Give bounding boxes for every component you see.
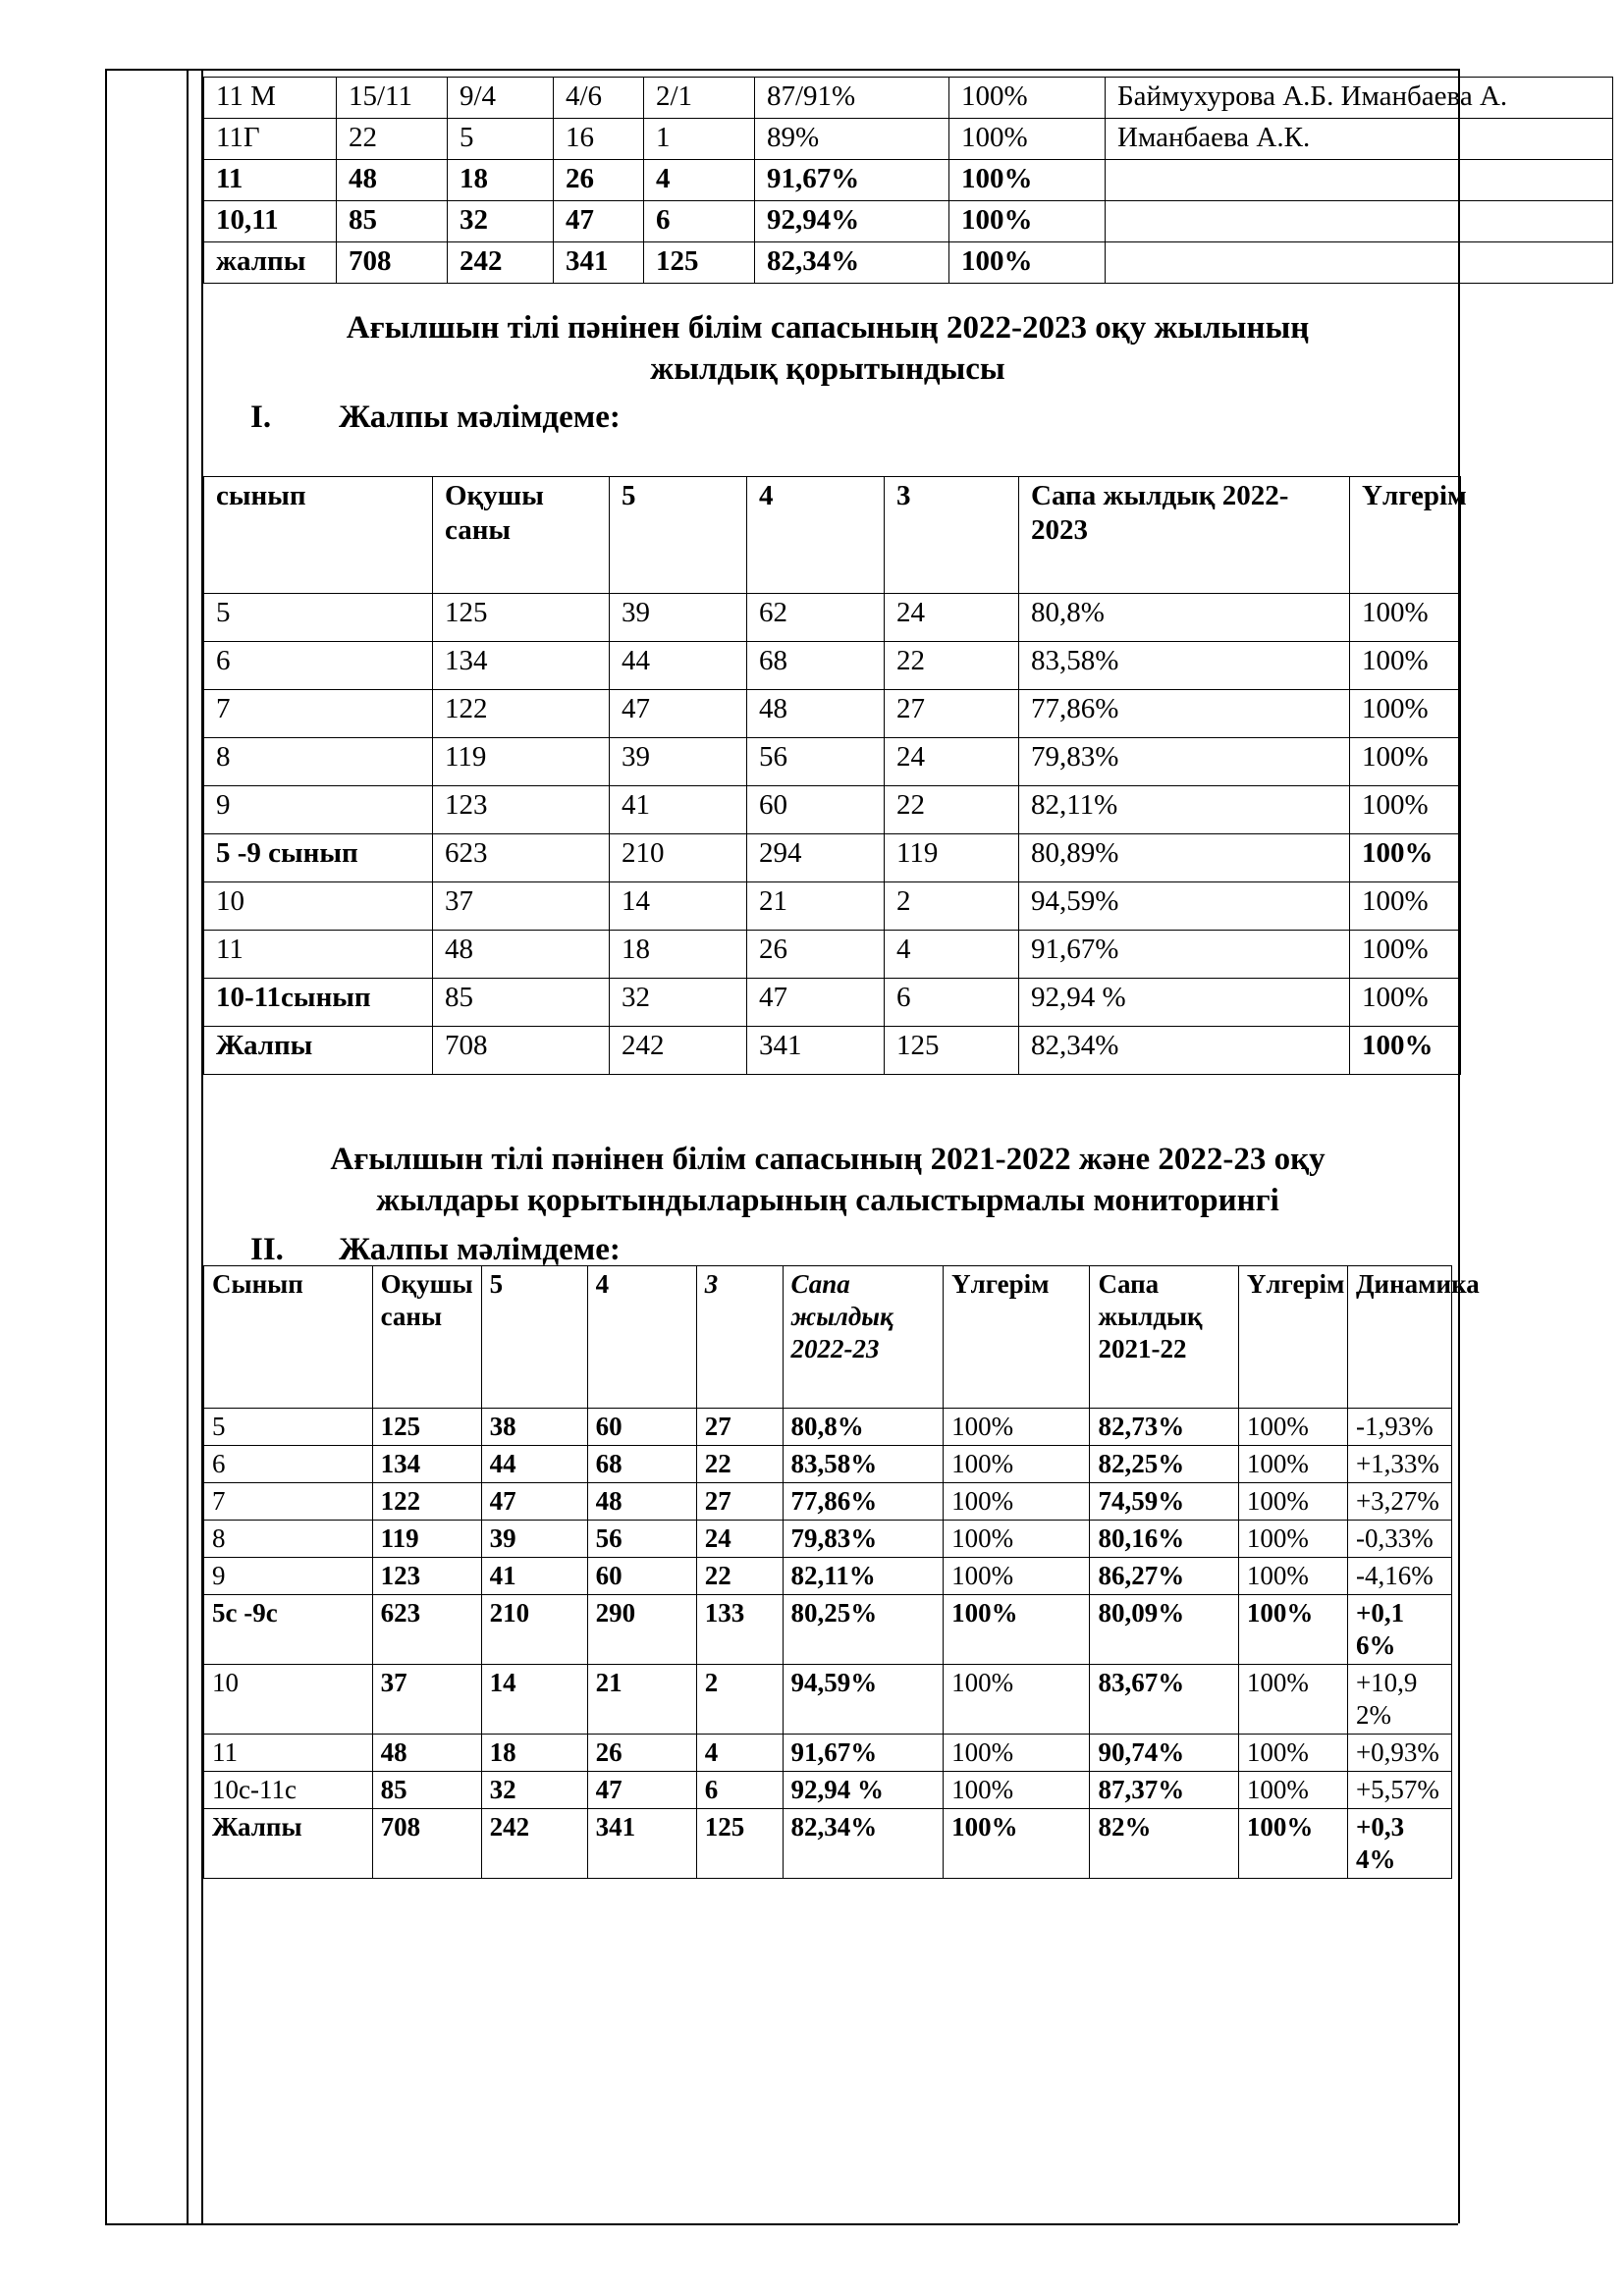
table-cell: 48 [337,160,448,201]
table-cell: 8 [204,738,433,786]
table-cell: 85 [433,979,610,1027]
table-cell: 92,94 % [1019,979,1350,1027]
table-cell: 100% [1238,1446,1347,1483]
table-cell: 27 [696,1409,783,1446]
table-cell: -1,93% [1347,1409,1451,1446]
table-cell: 37 [433,882,610,931]
table-cell: 91,67% [755,160,949,201]
column-header: 5 [610,477,747,594]
table-cell: 92,94% [755,201,949,242]
table-cell: 80,89% [1019,834,1350,882]
table-cell: 100% [949,201,1106,242]
table-cell: 6 [885,979,1019,1027]
table-cell: 86,27% [1090,1558,1238,1595]
table-cell: +3,27% [1347,1483,1451,1521]
table-cell: 48 [433,931,610,979]
table-cell: 47 [610,690,747,738]
table-row [204,1595,1452,1665]
table-cell: 82,34% [755,242,949,284]
table-row [204,882,1461,931]
table-cell: 4/6 [554,78,644,119]
table-cell: 9 [204,1558,373,1595]
column-header: 3 [696,1266,783,1409]
table-row [204,1521,1452,1558]
table-cell: 79,83% [783,1521,944,1558]
table-cell: 10 [204,1665,373,1735]
table-cell: 5 [448,119,554,160]
table-cell: 26 [554,160,644,201]
table-cell: 60 [587,1409,696,1446]
column-header: сынып [204,477,433,594]
section1-heading [250,397,621,438]
top-summary-table [203,77,1613,284]
table-cell: 125 [696,1809,783,1879]
table-cell: 100% [1350,979,1461,1027]
column-header: 4 [587,1266,696,1409]
table-cell: 82,34% [1019,1027,1350,1075]
table-cell: 80,8% [1019,594,1350,642]
table-cell: 14 [481,1665,587,1735]
table-cell: 100% [1238,1409,1347,1446]
table-cell: 74,59% [1090,1483,1238,1521]
table-cell: 77,86% [783,1483,944,1521]
table-cell: 123 [372,1558,481,1595]
table-cell: 134 [372,1446,481,1483]
table-cell: 122 [372,1483,481,1521]
table-row [204,1772,1452,1809]
table-row [204,119,1613,160]
table-cell: 82,73% [1090,1409,1238,1446]
table-cell: 100% [944,1665,1090,1735]
table-row [204,594,1461,642]
section2-title-line2: жылдары қорытындыларының салыстырмалы мониторингі [376,1183,1279,1218]
table-cell: Баймухурова А.Б. Иманбаева А. [1106,78,1613,119]
frame-top-line [105,69,1458,71]
table-cell: 48 [747,690,885,738]
table-cell: 5 -9 сынып [204,834,433,882]
column-header: Үлгерім [944,1266,1090,1409]
table-cell: 32 [448,201,554,242]
table-cell: 100% [1350,642,1461,690]
column-header: Динамика [1347,1266,1451,1409]
table-cell: 91,67% [783,1735,944,1772]
column-header: Үлгерім [1238,1266,1347,1409]
table-cell: 294 [747,834,885,882]
quality-table-2022-2023 [203,476,1467,1075]
table-cell: 11 [204,1735,373,1772]
table-cell: 91,67% [1019,931,1350,979]
table-cell: 37 [372,1665,481,1735]
table-cell: 22 [696,1446,783,1483]
table-row [204,738,1461,786]
table-cell: 100% [944,1446,1090,1483]
table-cell: 11 М [204,78,337,119]
table-cell: 32 [610,979,747,1027]
table-cell: жалпы [204,242,337,284]
table-cell: Жалпы [204,1027,433,1075]
table-cell: 242 [448,242,554,284]
table-cell: 47 [554,201,644,242]
table-cell: 290 [587,1595,696,1665]
column-header: Сапа жылдық 2022-2023 [1019,477,1350,594]
table-cell: 85 [372,1772,481,1809]
table-cell: 82,34% [783,1809,944,1879]
table-cell: 119 [433,738,610,786]
table-cell: 68 [747,642,885,690]
table-cell: 7 [204,1483,373,1521]
table-cell: 85 [337,201,448,242]
table-cell: 90,74% [1090,1735,1238,1772]
table-row [204,931,1461,979]
table-cell: 623 [372,1595,481,1665]
table-cell: 87/91% [755,78,949,119]
frame-inner-line [187,69,189,2223]
table-cell: 47 [481,1483,587,1521]
table-cell: 133 [696,1595,783,1665]
table-cell: 80,16% [1090,1521,1238,1558]
column-header: Оқушы саны [372,1266,481,1409]
table-cell: 100% [1350,594,1461,642]
table-cell: 4 [696,1735,783,1772]
table-cell: 82,11% [783,1558,944,1595]
table-cell: 26 [587,1735,696,1772]
table-cell: 100% [1238,1665,1347,1735]
table-row [204,1446,1452,1483]
table-cell: +1,33% [1347,1446,1451,1483]
table-cell: 125 [433,594,610,642]
table-cell: 100% [1350,786,1461,834]
table-cell: 6 [696,1772,783,1809]
table-row [204,242,1613,284]
table-cell: 82,11% [1019,786,1350,834]
table-cell: 125 [644,242,755,284]
table-cell: 134 [433,642,610,690]
table-cell: 708 [372,1809,481,1879]
table-cell: 123 [433,786,610,834]
table-cell: 80,09% [1090,1595,1238,1665]
frame-inner-line-2 [201,69,203,2223]
table-cell: +0,16% [1347,1595,1451,1665]
table-cell: 15/11 [337,78,448,119]
table-cell: 14 [610,882,747,931]
table-cell: 6 [204,642,433,690]
frame-left-line [105,69,107,2223]
table-cell: 708 [433,1027,610,1075]
table-cell: 100% [944,1772,1090,1809]
table-cell: +0,93% [1347,1735,1451,1772]
table-cell: 341 [587,1809,696,1879]
table-cell: 9/4 [448,78,554,119]
column-header: Үлгерім [1350,477,1461,594]
table-cell: 6 [644,201,755,242]
table-cell: 82% [1090,1809,1238,1879]
table-cell: 18 [481,1735,587,1772]
table-cell: 2 [885,882,1019,931]
frame-right-line [1458,69,1460,2223]
column-header: 5 [481,1266,587,1409]
table-cell: 24 [885,738,1019,786]
table-cell: 242 [481,1809,587,1879]
table-cell: -4,16% [1347,1558,1451,1595]
table-row [204,1027,1461,1075]
table-cell: 27 [696,1483,783,1521]
table-cell: 87,37% [1090,1772,1238,1809]
section1-title-line1: Ағылшын тілі пәнінен білім сапасының 2022-2023 оқу жылының [346,310,1310,346]
column-header: 3 [885,477,1019,594]
table-cell: 47 [747,979,885,1027]
table-cell: 41 [481,1558,587,1595]
table-cell: 39 [610,594,747,642]
table-cell: 100% [1238,1809,1347,1879]
table-cell: 18 [610,931,747,979]
table-cell: 210 [481,1595,587,1665]
table-cell: 125 [885,1027,1019,1075]
table-cell: 10-11сынып [204,979,433,1027]
table-cell: 60 [747,786,885,834]
table-cell: 22 [885,786,1019,834]
section1-title [204,307,1451,390]
table-cell: 10с-11с [204,1772,373,1809]
column-header: Сынып [204,1266,373,1409]
table-cell: 24 [885,594,1019,642]
table-cell: 119 [372,1521,481,1558]
table-cell: 83,58% [1019,642,1350,690]
table-cell: Жалпы [204,1809,373,1879]
table-cell: 48 [587,1483,696,1521]
table-cell: 60 [587,1558,696,1595]
table-cell: 83,67% [1090,1665,1238,1735]
comparative-monitoring-table [203,1265,1480,1879]
table-cell: 100% [1350,1027,1461,1075]
table-cell: 38 [481,1409,587,1446]
table-cell: 242 [610,1027,747,1075]
table-cell: 48 [372,1735,481,1772]
table-cell: 100% [1238,1772,1347,1809]
table-cell: 100% [1238,1735,1347,1772]
table-cell: 100% [1238,1595,1347,1665]
table-cell: 21 [587,1665,696,1735]
table-cell: 82,25% [1090,1446,1238,1483]
table-cell: 39 [610,738,747,786]
table-cell: 56 [747,738,885,786]
column-header: Сапа жылдық 2022-23 [783,1266,944,1409]
table-cell: 89% [755,119,949,160]
table-cell: 100% [1350,738,1461,786]
table-cell: 5 [204,594,433,642]
table-cell: 47 [587,1772,696,1809]
frame-bottom-line [105,2223,1458,2225]
table-cell: 119 [885,834,1019,882]
table-header-row [204,477,1461,594]
table-cell: 100% [944,1521,1090,1558]
table-cell: 100% [944,1735,1090,1772]
table-cell: 79,83% [1019,738,1350,786]
table-cell: 100% [1238,1483,1347,1521]
table-cell: 7 [204,690,433,738]
table-cell: 341 [554,242,644,284]
table-cell: 100% [949,160,1106,201]
column-header: Оқушы саны [433,477,610,594]
table-row [204,1735,1452,1772]
table-cell: 2 [696,1665,783,1735]
table-cell: 8 [204,1521,373,1558]
table-cell: 16 [554,119,644,160]
table-cell: +0,34% [1347,1809,1451,1879]
table-cell: 4 [885,931,1019,979]
table-row [204,201,1613,242]
table-cell: 94,59% [1019,882,1350,931]
table-cell: 100% [944,1409,1090,1446]
table-cell: 11Г [204,119,337,160]
table-cell: 10,11 [204,201,337,242]
table-row [204,642,1461,690]
table-cell: 18 [448,160,554,201]
table-cell: 5с -9с [204,1595,373,1665]
table-cell: 22 [696,1558,783,1595]
table-cell: Иманбаева А.К. [1106,119,1613,160]
table-row [204,979,1461,1027]
table-row [204,160,1613,201]
table-cell: 92,94 % [783,1772,944,1809]
table-cell: +10,92% [1347,1665,1451,1735]
table-cell: 94,59% [783,1665,944,1735]
table-cell: 11 [204,160,337,201]
table-cell: 41 [610,786,747,834]
table-cell: 100% [1350,882,1461,931]
table-row [204,1809,1452,1879]
table-cell: 39 [481,1521,587,1558]
table-cell: 100% [944,1595,1090,1665]
section2-heading [250,1229,621,1270]
table-cell: 2/1 [644,78,755,119]
table-row [204,1483,1452,1521]
table-cell: 125 [372,1409,481,1446]
table-cell: 80,25% [783,1595,944,1665]
table-cell: 11 [204,931,433,979]
table-cell: 44 [481,1446,587,1483]
table-cell: 100% [1238,1521,1347,1558]
table-cell: 100% [1350,931,1461,979]
table-cell: 26 [747,931,885,979]
section2-title [204,1139,1451,1221]
table-cell: 9 [204,786,433,834]
table-cell: 4 [644,160,755,201]
table-row [204,690,1461,738]
section1-title-line2: жылдық қорытындысы [650,351,1005,387]
table-cell: 1 [644,119,755,160]
table-row [204,78,1613,119]
table-cell: 77,86% [1019,690,1350,738]
table-cell: 5 [204,1409,373,1446]
section1-number: I. [250,400,272,435]
table-cell: 27 [885,690,1019,738]
table-cell: 32 [481,1772,587,1809]
table-cell: 100% [949,242,1106,284]
table-cell: 708 [337,242,448,284]
table-cell: +5,57% [1347,1772,1451,1809]
table-row [204,1409,1452,1446]
table-cell: 100% [1350,834,1461,882]
table-row [204,1665,1452,1735]
table-cell: 44 [610,642,747,690]
section1-heading-text: Жалпы мәлімдеме: [339,400,621,435]
table-cell: 56 [587,1521,696,1558]
table-cell: 341 [747,1027,885,1075]
table-row [204,834,1461,882]
section2-title-line1: Ағылшын тілі пәнінен білім сапасының 2021-2022 және 2022-23 оқу [330,1142,1326,1177]
column-header: Сапа жылдық 2021-22 [1090,1266,1238,1409]
table-cell: 6 [204,1446,373,1483]
section2-number: II. [250,1232,284,1267]
table-header-row [204,1266,1452,1409]
table-cell: 210 [610,834,747,882]
table-cell: 22 [885,642,1019,690]
table-cell: -0,33% [1347,1521,1451,1558]
column-header: 4 [747,477,885,594]
table-cell: 83,58% [783,1446,944,1483]
table-cell: 24 [696,1521,783,1558]
table-cell: 62 [747,594,885,642]
section2-heading-text: Жалпы мәлімдеме: [339,1232,621,1267]
table-cell: 68 [587,1446,696,1483]
table-row [204,1558,1452,1595]
table-cell: 21 [747,882,885,931]
table-cell: 100% [944,1809,1090,1879]
table-cell: 100% [944,1558,1090,1595]
table-cell: 100% [949,78,1106,119]
table-cell: 100% [944,1483,1090,1521]
table-row [204,786,1461,834]
table-cell: 100% [1238,1558,1347,1595]
table-cell [1106,242,1613,284]
table-cell [1106,160,1613,201]
table-cell: 10 [204,882,433,931]
table-cell: 122 [433,690,610,738]
table-cell: 100% [949,119,1106,160]
table-cell [1106,201,1613,242]
table-cell: 100% [1350,690,1461,738]
table-cell: 80,8% [783,1409,944,1446]
table-cell: 623 [433,834,610,882]
table-cell: 22 [337,119,448,160]
